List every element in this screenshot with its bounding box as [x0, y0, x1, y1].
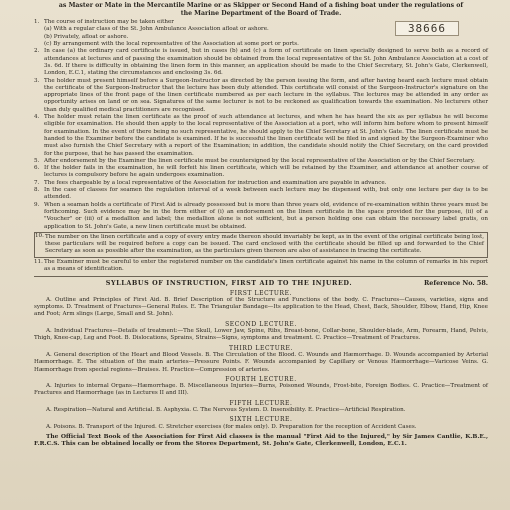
- lecture-body: A. Poisons. B. Transport of the Injured. C. Stretcher exercises (for males only). D. Preparation for the reception of Accident Cases.: [46, 423, 417, 430]
- rule-number: 9.: [34, 201, 40, 208]
- lecture-body: A. Respiration—Natural and Artificial. B. Asphyxia. C. The Nervous System. D. Insensibility. E. Practice—Artificial Respiration.: [46, 407, 406, 414]
- rule-text: (a) With a regular class of the St. John Ambulance Association afloat or ashore.: [44, 26, 269, 33]
- rule-text: (c) By arrangement with the local representative of the Association at some port or ports.: [44, 41, 299, 48]
- lecture-heading: FIFTH LECTURE.: [229, 399, 293, 407]
- rule-number: 6.: [34, 165, 40, 172]
- rule-text: The holder must present himself before a Surgeon-Instructor as directed by the person issuing the form, and after having heard each lecture must obtain the certificate of the Surgeon-Instructor that the lecture has been duly attended. This certificate will consist of the Surgeon-Instructor's signature on the appropriate lines of the front page of the linen certificate numbered as per each lecture in the syllabus. The lectures may be attended in any order as opportunity arises on land or on sea. Signatures of the same lecturer is not to be reckoned as qualification towards the examination. No lecturers other than duly qualified medical practitioners are recognised.: [44, 77, 488, 113]
- rule-text: When a seaman holds a certificate of First Aid is already possessed but is more than three years old, evidence of re-examination within three years must be forthcoming. Such evidence may be in the form either of (i) an endorsement on the linen certificate in the space provided for the purpose, (ii) of a "Voucher" or (iii) of a medallion and label; the medallion alone is not sufficient, but a person holding one can obtain the necessary label gratis, on application to St. John's Gate, a new linen certificate must be obtained.: [44, 201, 488, 230]
- lecture-body: A. Individual Fractures—Details of treatment:—The Skull, Lower Jaw, Spine, Ribs, Breast-bone, Collar-bone, Shoulder-blade, Arm, Forearm, Hand, Pelvis, Thigh, Knee-cap, Leg and Foot. B. Dislocations, Sprains, Strains—Signs, symptoms and treatment. C. Practice—Treatment of Fractures.: [34, 328, 488, 342]
- rule-text: In the case of classes for seamen the regulation interval of a week between each lecture may be dispensed with, but only one lecture per day is to be attended.: [44, 187, 488, 201]
- rule-item: [34, 158, 488, 165]
- rule-number: 5.: [34, 157, 40, 164]
- syllabus-header: [34, 276, 488, 287]
- rule-number: 3.: [34, 77, 40, 84]
- rule-item: [34, 232, 488, 258]
- syllabus-reference: Reference No. 58.: [423, 279, 488, 288]
- lecture-heading: SIXTH LECTURE.: [229, 416, 293, 424]
- rule-text: If the holder fails in the examination, he will forfeit his linen certificate, which will be retained by the Examiner, and attendance at another course of lectures is compulsory before he again undergoes examination.: [44, 165, 488, 179]
- rule-number: 10.: [35, 232, 44, 239]
- serial-number-stamp: 38666: [395, 21, 459, 36]
- rule-text: (b) Privately, afloat or ashore.: [44, 33, 129, 40]
- rule-item: [34, 165, 488, 180]
- rule-item: [34, 114, 488, 158]
- rule-text: After endorsement by the Examiner the linen certificate must be countersigned by the local representative of the Association or by the Chief Secretary.: [44, 157, 475, 164]
- rule-item: [34, 187, 488, 202]
- rule-number: 4.: [34, 114, 40, 121]
- intro-text: as Master or Mate in the Mercantile Marine or as Skipper or Second Hand of a fishing boat under the regulations of the Marine Department of the Board of Trade.: [58, 2, 464, 17]
- rule-item: [34, 48, 488, 77]
- rule-number: 7.: [34, 179, 40, 186]
- rule-number: 2.: [34, 48, 40, 55]
- rule-item: [34, 78, 488, 114]
- rule-item: [34, 259, 488, 274]
- rule-text: The holder must retain the linen certificate as the proof of such attendance at lectures, and when he has heard the six as per syllabus he will become eligible for examination. He should then apply to the local representative of the Association at a port, who will inform him before whom to present himself for examination. In the event of there being no such representative, he should apply to the Chief Secretary at St. John's Gate. The linen certificate must be handed to the Examiner before the candidate is examined. If he is successful the linen certificate will be filed in and signed by the Surgeon-Examiner who must also furnish the Chief Secretary with a report of the Examination; in addition, the candidate should notify the Chief Secretary, on the card provided for the purpose, that he has passed the examination.: [44, 114, 488, 157]
- syllabus-title: SYLLABUS OF INSTRUCTION, FIRST AID TO THE INJURED.: [105, 279, 353, 288]
- lecture-heading: FOURTH LECTURE.: [225, 375, 297, 383]
- rule-text: The course of instruction may be taken either: [44, 19, 174, 26]
- rule-text: The Examiner must be careful to enter the registered number on the candidate's linen certificate against his name in the column of remarks in his report as a means of identification.: [44, 258, 488, 272]
- lecture-heading: THIRD LECTURE.: [228, 344, 294, 352]
- rule-text: In case (a) the ordinary card certificate is issued, but in cases (b) and (c) a form of certificate on linen specially designed to serve both as a record of attendances at lectures and of passing the examination should be obtained from the local representative of the St. John Ambulance Association at a cost of 3s. 6d. If there is difficulty in obtaining the linen form in this manner, an application should be made to the Chief Secretary, St. John's Gate, Clerkenwell, London, E.C.1, stating the circumstances and enclosing 3s. 6d.: [44, 48, 488, 77]
- rule-number: 8.: [34, 187, 40, 194]
- rule-number: 1.: [34, 19, 40, 26]
- rule-number: 11.: [34, 258, 43, 265]
- lectures-section: [34, 290, 488, 431]
- rule-item: [34, 202, 488, 231]
- rules-list: [34, 19, 488, 273]
- rule-text: The fees chargeable by a local representative of the Association for instruction and examination are payable in advance.: [44, 179, 387, 186]
- rule-item: [34, 180, 488, 187]
- lecture-body: A. General description of the Heart and Blood Vessels. B. The Circulation of the Blood. C. Wounds and Hæmorrhage. D. Wounds accompanied by Arterial Hæmorrhage. E. The situation of the main arteries—Pressure Points. F. Wounds accompanied by Capillary or Venous Hæmorrhage—Varicose Veins. G. Hæmorrhage from special regions—Bruises. H. Practice—Compression of arteries.: [34, 351, 488, 373]
- rule-item: [34, 34, 488, 41]
- lecture-heading: FIRST LECTURE.: [229, 289, 293, 297]
- lecture-heading: SECOND LECTURE.: [225, 320, 297, 328]
- rule-text: The number on the linen certificate and a copy of every entry made thereon should invariably be kept, as in the event of the original certificate being lost, these particulars will be required before a copy can be issued. The card enclosed with the certificate should be filled up and forwarded to the Chief Secretary as soon as possible after the examination, as the particulars given thereon are also of assistance in tracing the certificate.: [45, 233, 484, 255]
- rule-item: [34, 26, 488, 33]
- lecture-body: A. Outline and Principles of First Aid. B. Brief Description of the Structure and Functions of the body. C. Fractures—Causes, varieties, signs and symptoms. D. Treatment of Fractures—General Rules. E. The Triangular Bandage—Its application to the Head, Chest, Back, Shoulder, Elbow, Hand, Hip, Knee and Foot; Arm slings (Large, Small and St. John).: [34, 296, 488, 318]
- syllabus-footer: The Official Text Book of the Association for First Aid classes is the manual "First Aid to the Injured," by Sir James Cantlie, K.B.E., F.R.C.S. This can be obtained locally or from the Stores Department, St. John's Gate, Clerkenwell, London, E.C.1.: [34, 432, 488, 448]
- lecture-body: A. Injuries to internal Organs—Hæmorrhage. B. Miscellaneous Injuries—Burns, Poisoned Wounds, Frost-bite, Foreign Bodies. C. Practice—Treatment of Fractures and Hæmorrhage (as in Lectures II and III).: [34, 383, 488, 397]
